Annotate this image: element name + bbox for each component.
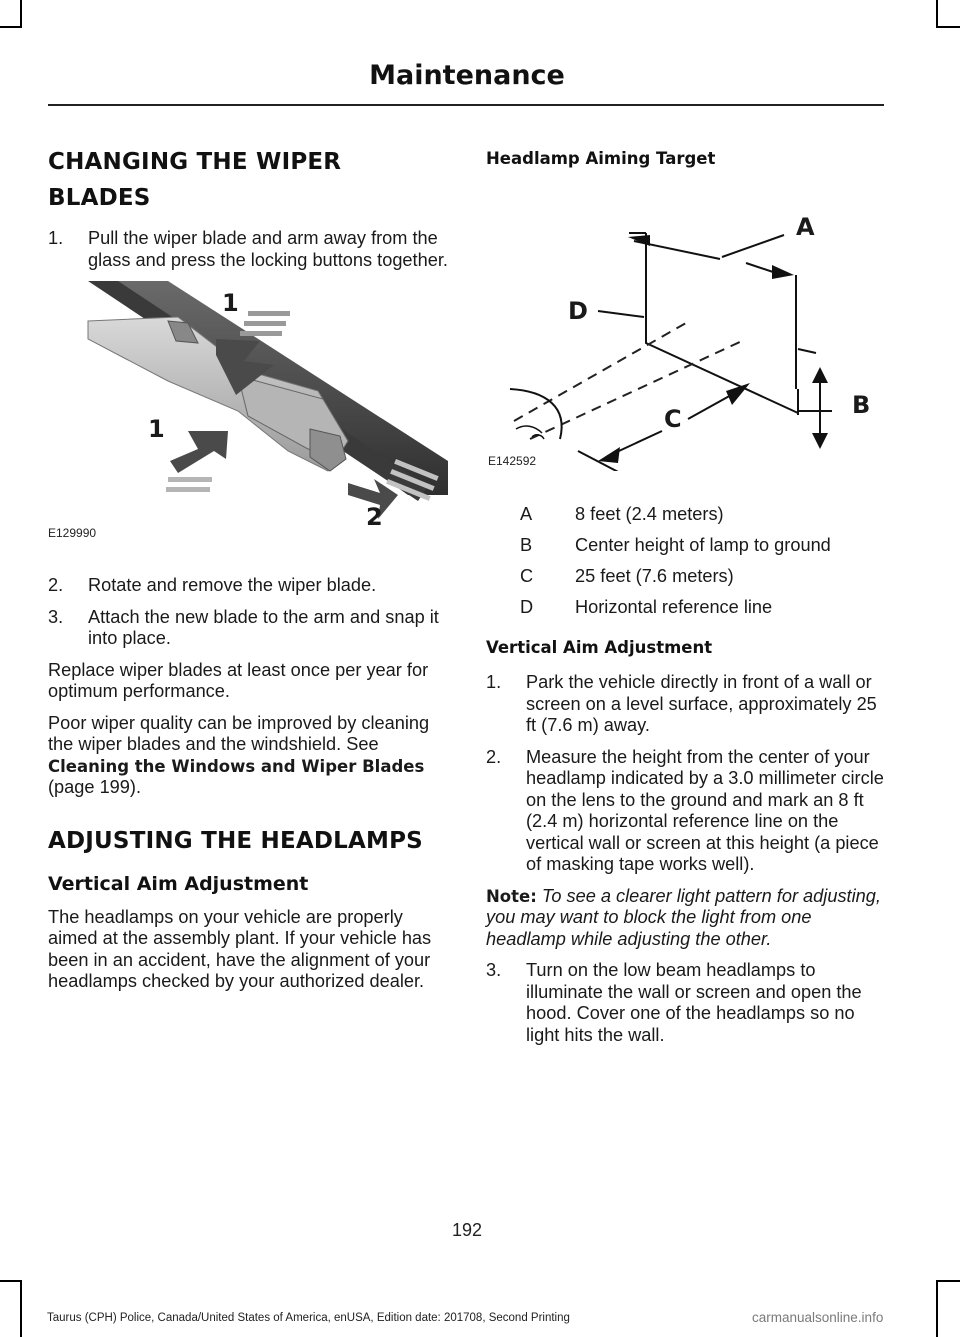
wiper-blade-illustration — [48, 281, 448, 545]
legend-value: Center height of lamp to ground — [575, 535, 831, 555]
legend-row — [486, 597, 886, 628]
section-title-headlamps: ADJUSTING THE HEADLAMPS — [48, 827, 423, 854]
figure-title: Headlamp Aiming Target — [486, 149, 716, 168]
legend-key: A — [520, 504, 533, 524]
section-title-line1: CHANGING THE WIPER — [48, 149, 342, 175]
paragraph-wiper-quality — [48, 713, 448, 799]
note-label: Note: — [486, 886, 537, 906]
legend-row — [486, 504, 886, 535]
step-number: 1. — [48, 228, 64, 248]
note-text: To see a clearer light pattern for adjusting, you may want to block the light from one headlamp while adjusting the other. — [486, 885, 881, 949]
figure-legend — [486, 504, 886, 628]
header-divider — [48, 104, 884, 106]
step-1 — [486, 672, 886, 737]
crop-mark — [936, 0, 938, 28]
diagram-label-b: B — [852, 391, 871, 419]
step-text: Turn on the low beam headlamps to illuminate the wall or screen and open the hood. Cover one of the headlamps so no light hits the wall. — [526, 960, 862, 1045]
crop-mark — [20, 0, 22, 28]
headlamp-aiming-diagram — [486, 171, 886, 471]
section-title — [48, 144, 448, 216]
legend-value: Horizontal reference line — [575, 597, 773, 617]
crop-mark — [0, 26, 22, 28]
step-text: Pull the wiper blade and arm away from the glass and press the locking buttons together. — [88, 228, 448, 270]
legend-value: 25 feet (7.6 meters) — [575, 566, 734, 586]
step-2 — [48, 575, 448, 597]
paragraph-text: Poor wiper quality can be improved by cleaning the wiper blades and the windshield. See — [48, 712, 430, 754]
page-reference: (page 199). — [48, 777, 142, 797]
step-2 — [486, 747, 886, 876]
legend-row — [486, 566, 886, 597]
watermark: carmanualsonline.info — [752, 1310, 884, 1325]
subsection-title: Vertical Aim Adjustment — [48, 872, 309, 895]
page-header-title: Maintenance — [369, 60, 565, 91]
legend-key: C — [520, 566, 534, 586]
crop-mark — [936, 1280, 960, 1282]
step-number: 3. — [486, 960, 502, 980]
wiper-blade-figure — [48, 281, 448, 545]
footer-edition: Taurus (CPH) Police, Canada/United States of America, enUSA, Edition date: 201708, Second Printing — [47, 1312, 570, 1324]
figure-code: E129990 — [48, 526, 97, 540]
right-column — [486, 140, 886, 1046]
crop-mark — [936, 26, 960, 28]
crop-mark — [20, 1280, 22, 1337]
diagram-label-d: D — [568, 297, 588, 325]
paragraph-headlamp-alignment: The headlamps on your vehicle are properly aimed at the assembly plant. If your vehicle has been in an accident, have the alignment of your headlamps checked by your authorized dealer. — [48, 906, 432, 991]
callout-1-top: 1 — [222, 289, 239, 317]
step-3 — [48, 607, 448, 650]
subsection-title: Vertical Aim Adjustment — [486, 638, 713, 657]
paragraph-replace-blades: Replace wiper blades at least once per year for optimum performance. — [48, 659, 429, 701]
step-text: Attach the new blade to the arm and snap it into place. — [88, 606, 439, 648]
step-3 — [486, 960, 886, 1046]
step-number: 3. — [48, 606, 64, 627]
callout-1-bottom: 1 — [148, 415, 165, 443]
crop-mark — [0, 1280, 22, 1282]
legend-value: 8 feet (2.4 meters) — [575, 504, 724, 524]
note — [486, 886, 886, 951]
callout-2: 2 — [366, 503, 383, 531]
cross-reference-link[interactable]: Cleaning the Windows and Wiper Blades — [48, 756, 425, 776]
step-number: 2. — [486, 746, 502, 767]
diagram-label-a: A — [796, 213, 815, 241]
page-number: 192 — [451, 1220, 483, 1240]
step-number: 1. — [486, 672, 502, 692]
legend-row — [486, 535, 886, 566]
step-text: Measure the height from the center of your headlamp indicated by a 3.0 millimeter circle on the lens to the ground and mark an 8 ft (2.4 m) horizontal reference line on the vertical wall or screen at this height (a piece of masking tape works well). — [526, 746, 884, 874]
step-text: Rotate and remove the wiper blade. — [88, 575, 377, 595]
left-column — [48, 140, 448, 993]
step-text: Park the vehicle directly in front of a wall or screen on a level surface, approximately 25 ft (7.6 m) away. — [526, 672, 877, 735]
crop-mark — [936, 1280, 938, 1337]
diagram-label-c: C — [664, 405, 682, 433]
figure-code: E142592 — [488, 454, 537, 468]
legend-key: D — [520, 597, 534, 617]
headlamp-aiming-figure — [486, 171, 886, 471]
legend-key: B — [520, 535, 533, 555]
step-1 — [48, 228, 448, 271]
step-number: 2. — [48, 575, 64, 595]
section-title-line2: BLADES — [48, 185, 151, 211]
